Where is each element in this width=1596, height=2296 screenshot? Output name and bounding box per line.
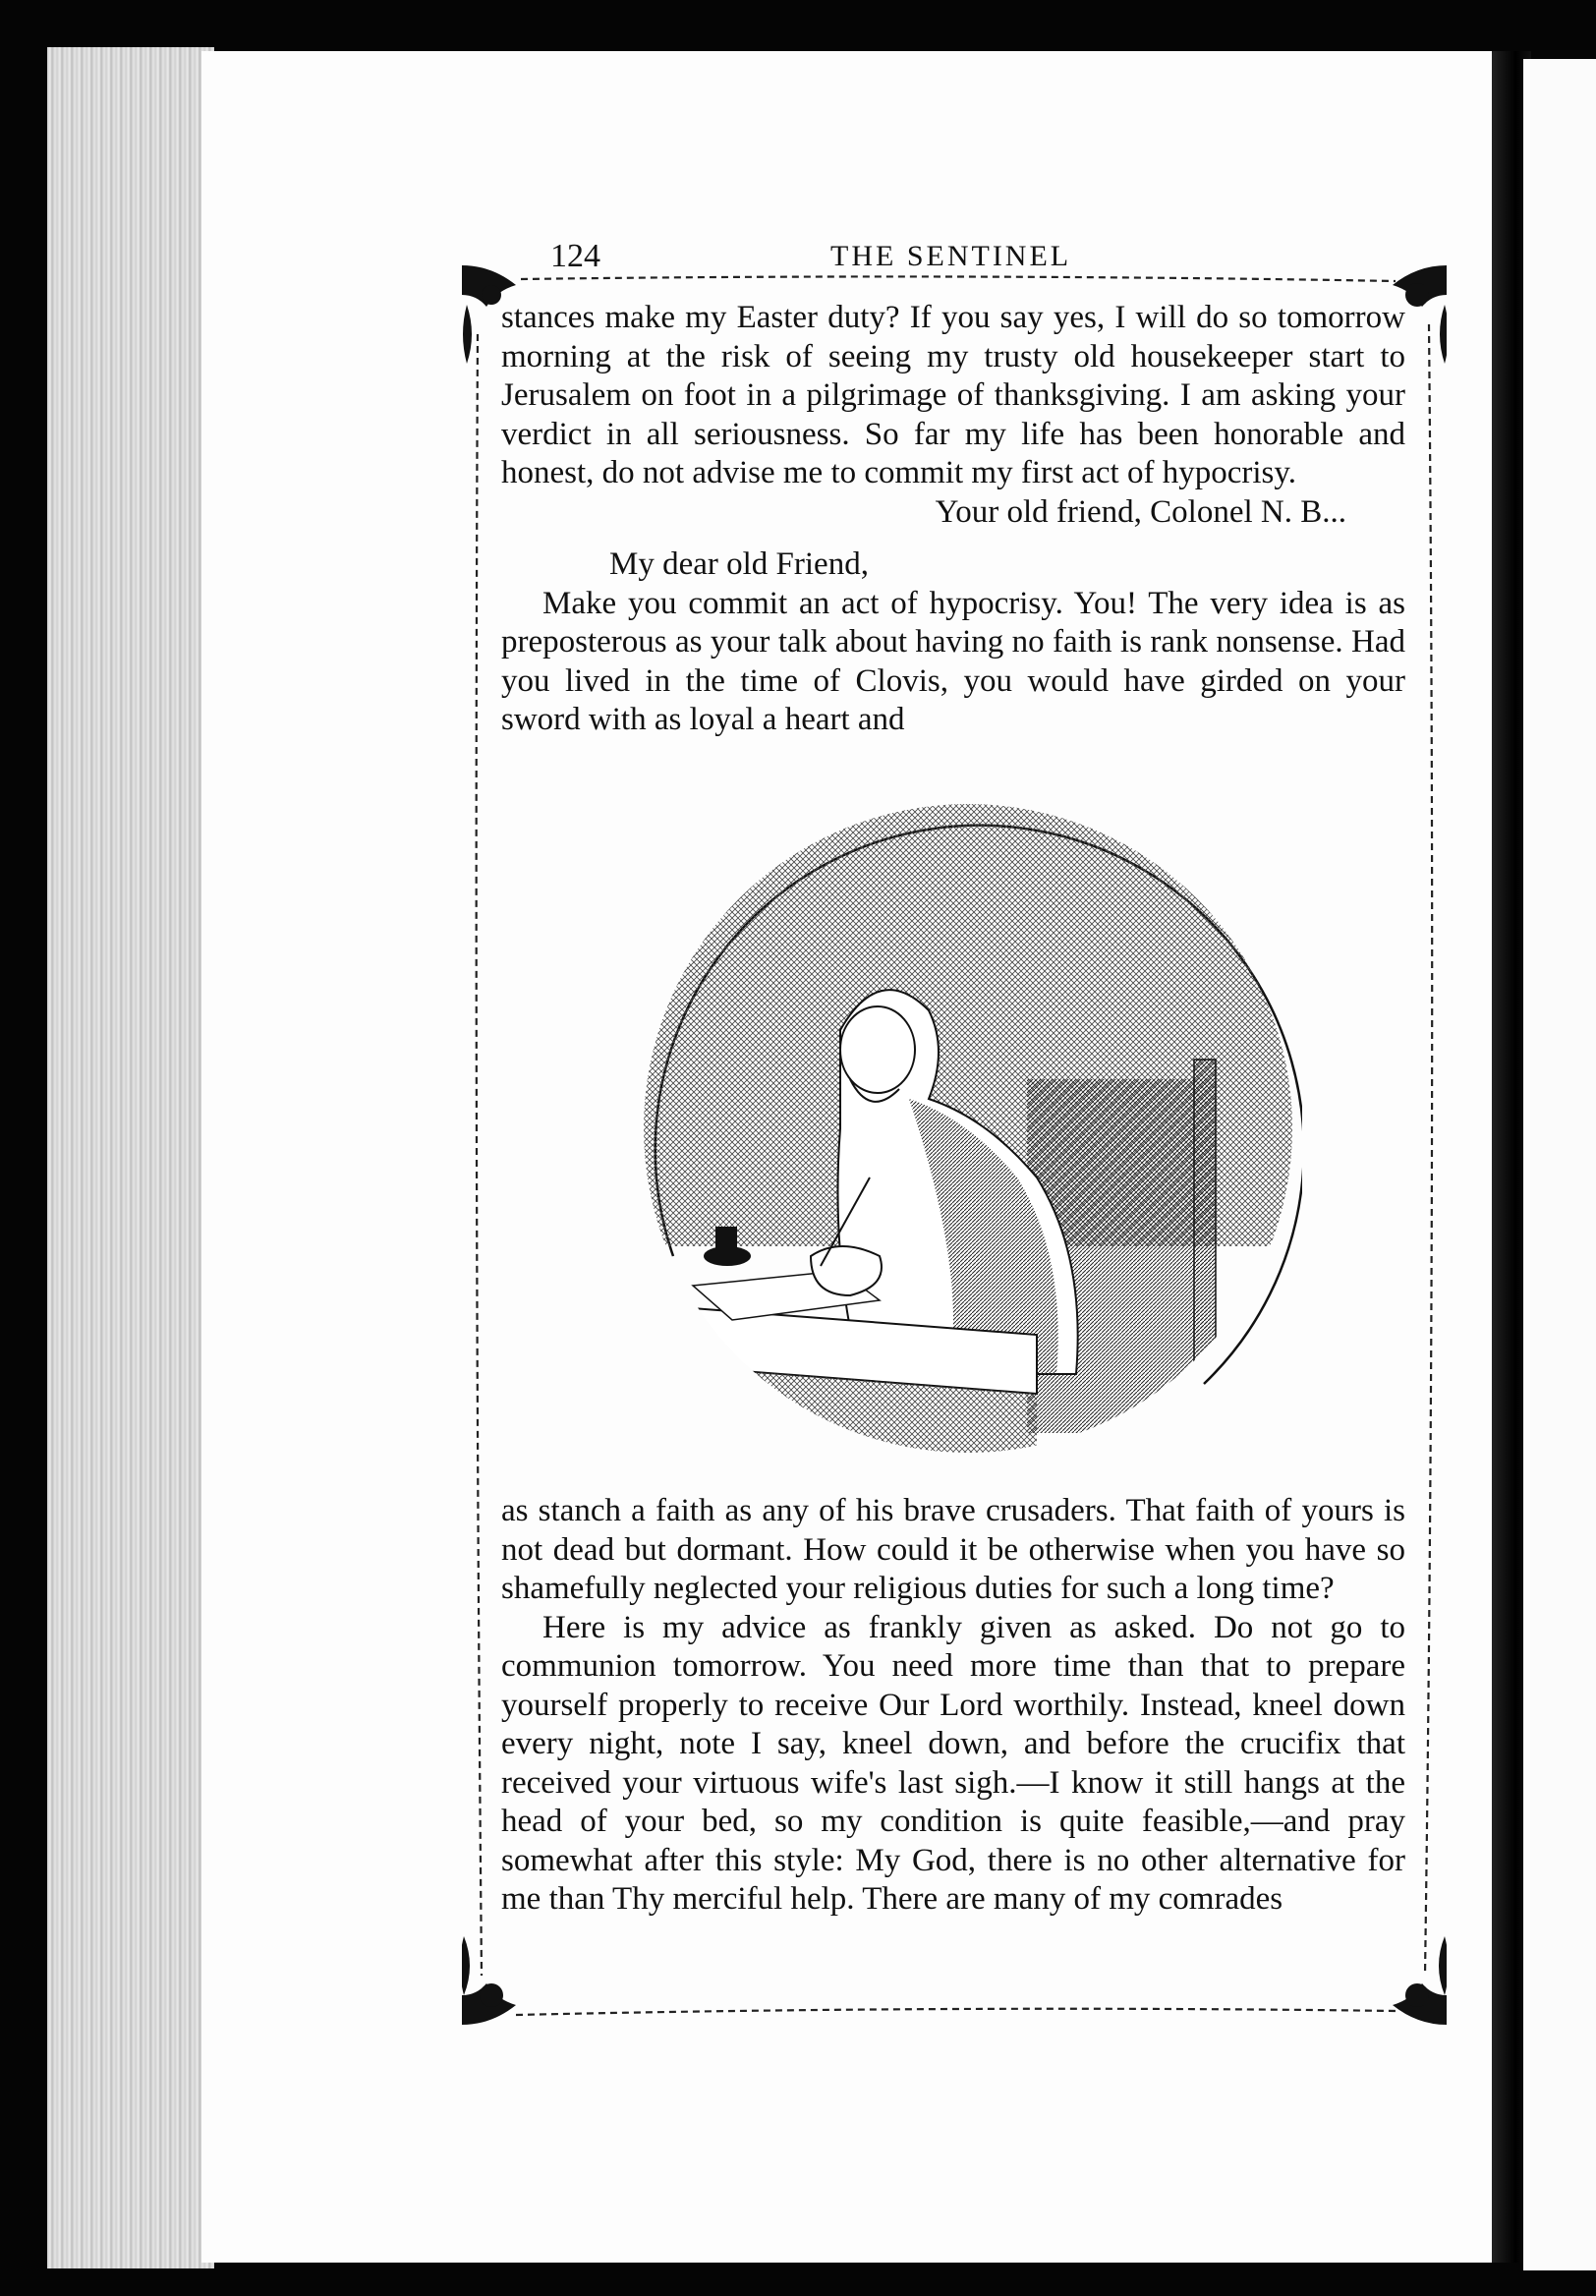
text-bottom — [501, 1492, 1405, 1920]
page-number: 124 — [550, 238, 600, 274]
paragraph: Here is my advice as frankly given as asked. Do not go to communion tomorrow. You need more time than that to prepare yourself properly to receive Our Lord worthily. Instead, kneel down every night, note I say, kneel down, and before the crucifix that received your virtuous wife's last sigh.—I know it still hangs at the head of your bed, so my condition is quite feasible,—and pray somewhat after this style: My God, there is no other alternative for me than Thy merciful help. There are many of my comrades — [501, 1609, 1405, 1917]
page-edges — [47, 47, 214, 2268]
letter-signature: Your old friend, Colonel N. B... — [935, 493, 1346, 530]
letter-salutation: My dear old Friend, — [609, 546, 869, 582]
paragraph-continued: as stanch a faith as any of his brave crusaders. That faith of yours is not dead but dormant. How could it be otherwise when you have so shamefully neglected your religious duties for such a long time? — [501, 1493, 1405, 1606]
text-top — [501, 299, 1405, 740]
paragraph-continued: stances make my Easter duty? If you say yes, I will do so tomorrow morning at the risk of seeing my trusty old housekeeper start to Jerusalem on foot in a pilgrimage of thanksgiving. I am asking your verdict in all seriousness. So far my life has been honorable and honest, do not advise me to commit my first act of hypocrisy. — [501, 300, 1405, 490]
running-title: THE SENTINEL — [830, 240, 1072, 272]
paragraph: Make you commit an act of hypocrisy. You! The very idea is as preposterous as your talk about having no faith is rank nonsense. Had you lived in the time of Clovis, you would have girded on your sword with as loyal a heart and — [501, 585, 1405, 737]
facing-page-edge — [1523, 59, 1596, 2270]
engraving-illustration — [614, 794, 1302, 1472]
